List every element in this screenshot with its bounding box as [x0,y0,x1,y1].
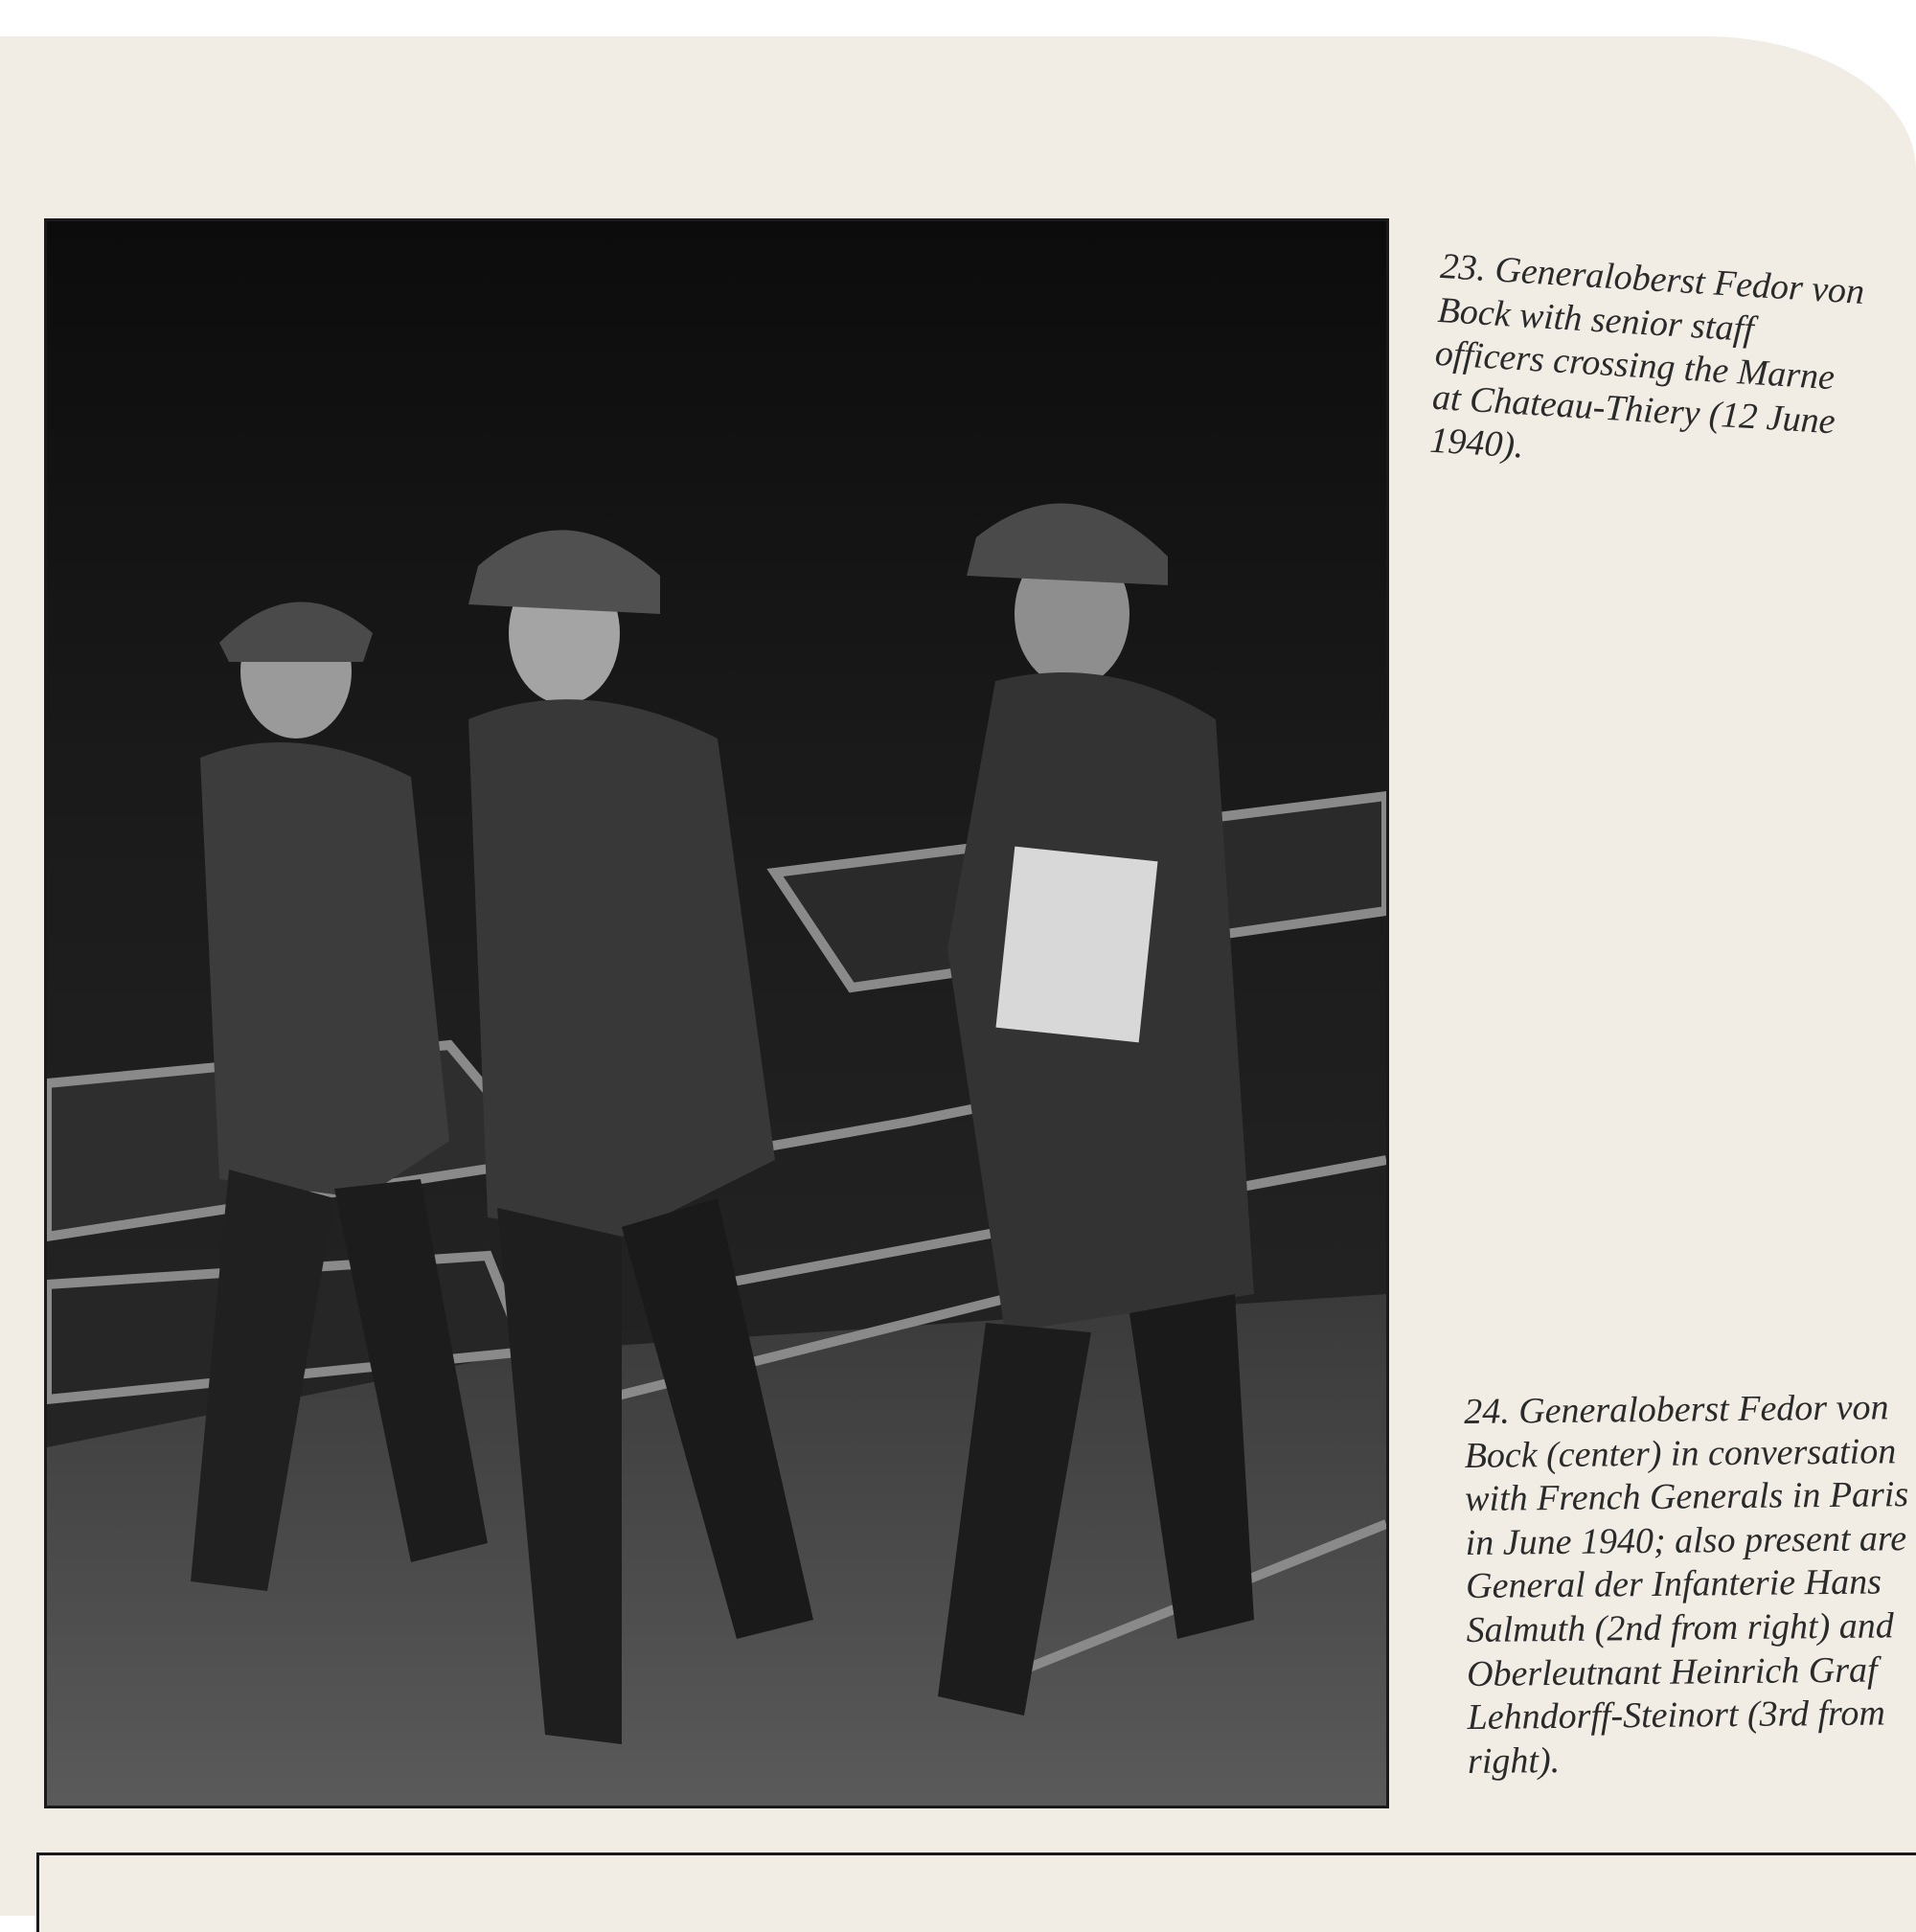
caption-plate-23: 23. Generaloberst Fedor von Bock with senior staff officers crossing the Marne at Chateau-Thiery (12 June 1940). [1428,245,1866,466]
next-photograph-frame [36,1852,1916,1932]
photo-illustration [47,221,1386,1806]
photograph-officers-crossing [44,218,1389,1808]
document-folder [995,847,1157,1043]
caption-plate-24: 24. Generaloberst Fedor von Bock (center) in conversation with French Generals in Paris in June 1940; also present are General der Infanterie Hans Salmuth (2nd from right) and Oberleutnant Heinrich Graf Lehndorff-Steinort (3rd from right). [1464,1387,1909,1782]
